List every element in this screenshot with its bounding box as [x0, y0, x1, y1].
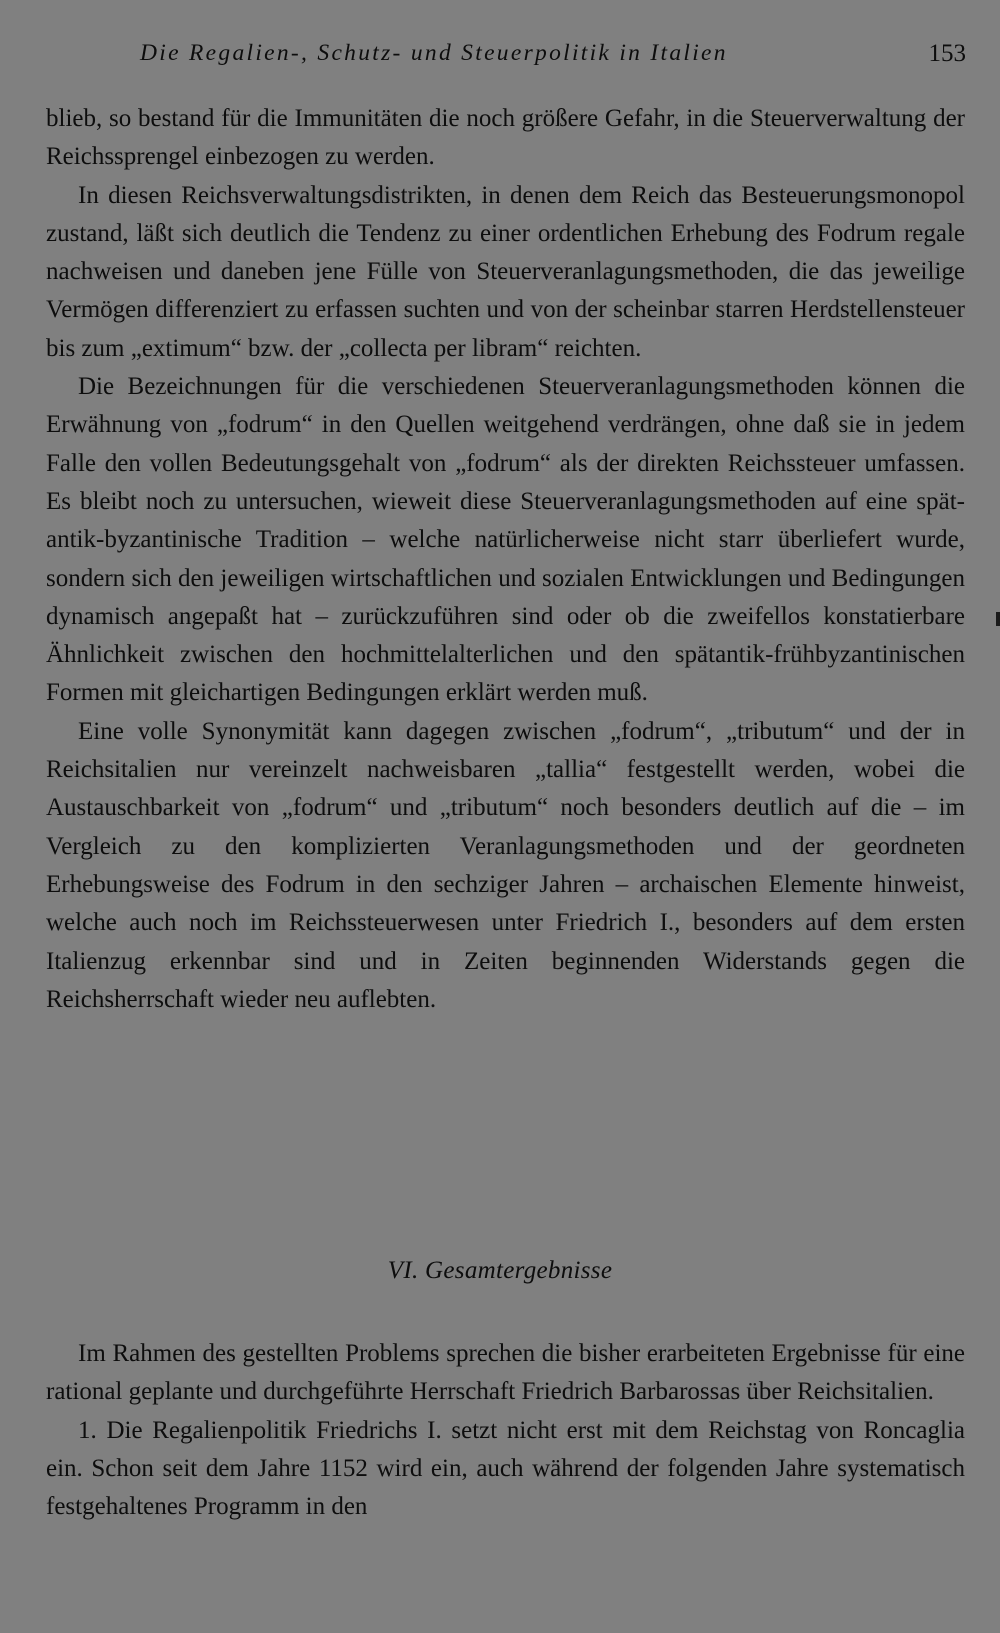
section-heading: VI. Gesamtergebnisse	[387, 1257, 613, 1284]
numbered-paragraph: 1. Die Regalienpolitik Friedrichs I. setzt nicht erst mit dem Reichstag von Roncaglia ein. Schon seit dem Jahre 1152 wird ein, auch während der folgenden Jahre systematisch festgehaltenes Programm in den	[46, 1416, 965, 1521]
page-edge-mark	[996, 612, 1000, 626]
main-text-block	[46, 100, 965, 1019]
paragraph-continuation: blieb, so bestand für die Immunitäten die noch größere Gefahr, in die Steuerverwaltung der Reichssprengel einbezogen zu werden.	[46, 105, 965, 171]
section-text-block	[46, 1335, 965, 1526]
paragraph: Eine volle Synonymität kann dagegen zwischen „fodrum“, „tributum“ und der in Reichsitalien nur vereinzelt nachweisbaren „tallia“ festgestellt werden, wobei die Austauschbarkeit von „fodrum“ und „tributum“ noch besonders deutlich auf die – im Vergleich zu den komplizierten Veranlagungsmethoden und der geordneten Erhebungsweise des Fodrum in den sechziger Jahren – archaischen Elemente hinweist, welche auch noch im Reichssteuerwesen unter Friedrich I., besonders auf dem ersten Italienzug erkennbar sind und in Zeiten beginnenden Widerstands gegen die Reichsherrschaft wieder neu auflebten.	[46, 717, 965, 1013]
running-header	[46, 40, 966, 76]
paragraph: In diesen Reichsverwaltungsdistrikten, in denen dem Reich das Besteuerungsmonopol zustand, läßt sich deutlich die Tendenz zu einer ordentlichen Erhebung des Fodrum regale nachweisen und daneben jene Fülle von Steuerveranlagungsmethoden, die das jeweilige Vermögen differenziert zu erfassen suchten und von der scheinbar starren Herdstellensteuer bis zum „extimum“ bzw. der „collecta per libram“ reichten.	[46, 181, 965, 362]
page-number: 153	[928, 40, 966, 67]
paragraph: Im Rahmen des gestellten Problems sprechen die bisher erarbeiteten Ergebnisse für eine rational geplante und durchgeführte Herrschaft Friedrich Barbarossas über Reichsitalien.	[46, 1340, 965, 1406]
running-title: Die Regalien-, Schutz- und Steuerpolitik in Italien	[140, 40, 728, 66]
paragraph: Die Bezeichnungen für die verschiedenen Steuerveranlagungsmethoden können die Erwähnung von „fodrum“ in den Quellen weitgehend verdrängen, ohne daß sie in jedem Falle den vollen Bedeutungsgehalt von „fodrum“ als der direkten Reichssteuer umfassen. Es bleibt noch zu untersuchen, wieweit diese Steuerveranlagungsmethoden auf eine spätantik-byzantinische Tradition – welche natürlicherweise nicht starr überliefert wurde, sondern sich den jeweiligen wirtschaftlichen und sozialen Entwicklungen und Bedingungen dynamisch angepaßt hat – zurückzuführen sind oder ob die zweifellos konstatierbare Ähnlichkeit zwischen den hochmittelalterlichen und den spätantik-frühbyzantinischen Formen mit gleichartigen Bedingungen erklärt werden muß.	[46, 373, 965, 707]
